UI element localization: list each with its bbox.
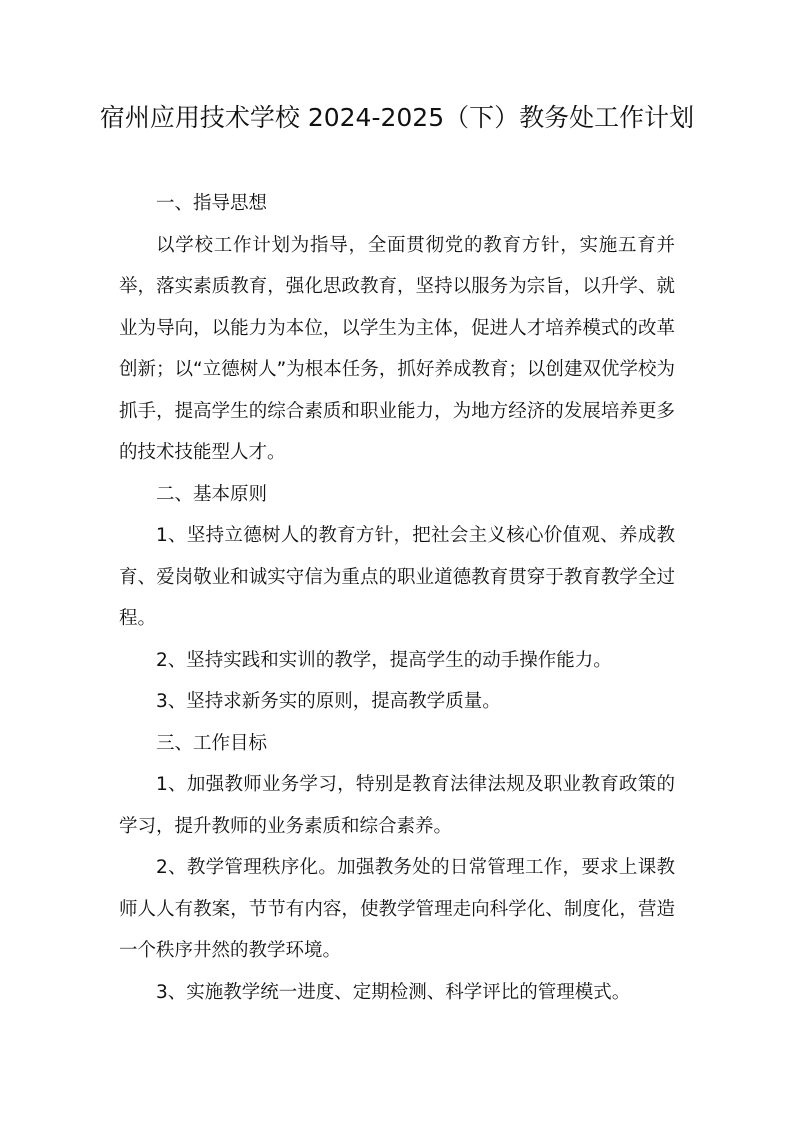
goal-item-1: 1、加强教师业务学习，特别是教育法律法规及职业教育政策的学习，提升教师的业务素质和综合素养。	[119, 774, 675, 837]
document-body	[119, 183, 675, 1013]
section-heading-basic-principles: 二、基本原则	[156, 483, 268, 505]
principle-item-1: 1、坚持立德树人的教育方针，把社会主义核心价值观、养成教育、爱岗敬业和诚实守信为重点的职业道德教育贯穿于教育教学全过程。	[119, 525, 675, 629]
section-heading-guiding-thought: 一、指导思想	[156, 193, 268, 214]
principle-item-2: 2、坚持实践和实训的教学，提高学生的动手操作能力。	[156, 649, 612, 671]
section-heading-work-goals: 三、工作目标	[156, 732, 268, 754]
goal-item-3: 3、实施教学统一进度、定期检测、科学评比的管理模式。	[156, 981, 631, 1003]
principle-item-3: 3、坚持求新务实的原则，提高教学质量。	[156, 691, 501, 712]
goal-item-2: 2、教学管理秩序化。加强教务处的日常管理工作，要求上课教师人人有教案，节节有内容，使教学管理走向科学化、制度化，营造一个秩序井然的教学环境。	[119, 857, 675, 961]
document-title: 宿州应用技术学校 2024-2025（下）教务处工作计划	[99, 103, 695, 132]
paragraph-guiding-thought: 以学校工作计划为指导，全面贯彻党的教育方针，实施五育并举，落实素质教育，强化思政教育，坚持以服务为宗旨，以升学、就业为导向，以能力为本位，以学生为主体，促进人才培养模式的改革创新；以“立德树人”为根本任务，抓好养成教育；以创建双优学校为抓手，提高学生的综合素质和职业能力，为地方经济的发展培养更多的技术技能型人才。	[119, 234, 675, 463]
